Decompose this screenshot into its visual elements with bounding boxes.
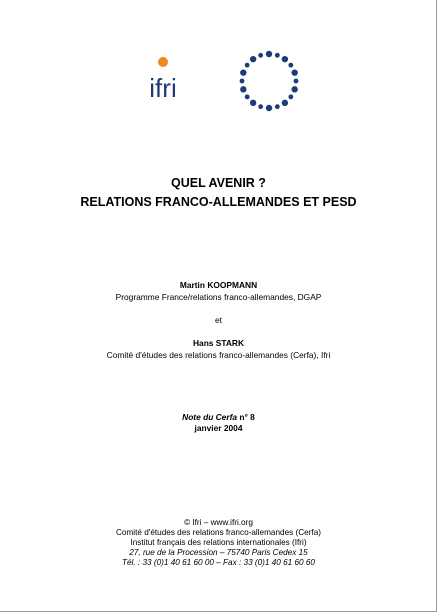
ring-dot <box>240 69 246 75</box>
ring-dot <box>258 53 263 58</box>
ring-dot <box>240 79 245 84</box>
footer-phone-fax: Tél. : 33 (0)1 40 61 60 00 – Fax : 33 (0)1 40 61 60 60 <box>122 558 315 567</box>
footer-address: 27, rue de la Procession – 75740 Paris Cedex 15 <box>129 548 308 557</box>
ring-dot <box>240 86 246 92</box>
ring-dot <box>245 94 250 99</box>
ring-dot <box>250 100 256 106</box>
footer-ifri: Institut français des relations internationales (Ifri) <box>130 538 307 547</box>
ring-dot <box>288 94 293 99</box>
title-line-2: RELATIONS FRANCO-ALLEMANDES ET PESD <box>80 195 357 209</box>
ring-dot <box>282 56 288 62</box>
footer-copyright: © Ifri – www.ifri.org <box>184 518 253 527</box>
ifri-logo-text: ifri <box>149 73 177 103</box>
ifri-logo <box>141 53 185 103</box>
note-series-name: Note du Cerfa <box>182 412 238 422</box>
author-1-affiliation: Programme France/relations franco-allemandes, DGAP <box>115 292 322 302</box>
footer-cerfa: Comité d'études des relations franco-allemandes (Cerfa) <box>116 528 321 537</box>
author-conjunction: et <box>215 315 222 325</box>
ring-dot <box>258 104 263 109</box>
author-1-name: Martin KOOPMANN <box>179 280 258 290</box>
ring-dot <box>282 100 288 106</box>
ring-dot <box>266 51 272 57</box>
note-number: n° 8 <box>239 412 255 422</box>
ring-dot <box>275 104 280 109</box>
ring-dot <box>288 63 293 68</box>
cerfa-ring-logo <box>236 49 302 113</box>
author-2-name: Hans STARK <box>192 338 245 348</box>
note-date: janvier 2004 <box>194 423 243 433</box>
ring-dot <box>291 69 297 75</box>
ring-dot <box>275 53 280 58</box>
ring-dot <box>266 105 272 111</box>
note-series <box>0 412 437 423</box>
logo-dot <box>158 57 168 67</box>
ring-dot <box>291 86 297 92</box>
ring-dot <box>250 56 256 62</box>
ring-dot <box>245 63 250 68</box>
title-line-1: QUEL AVENIR ? <box>171 176 266 190</box>
author-2-affiliation: Comité d'études des relations franco-allemandes (Cerfa), Ifri <box>106 350 331 360</box>
ring-dot <box>294 79 299 84</box>
